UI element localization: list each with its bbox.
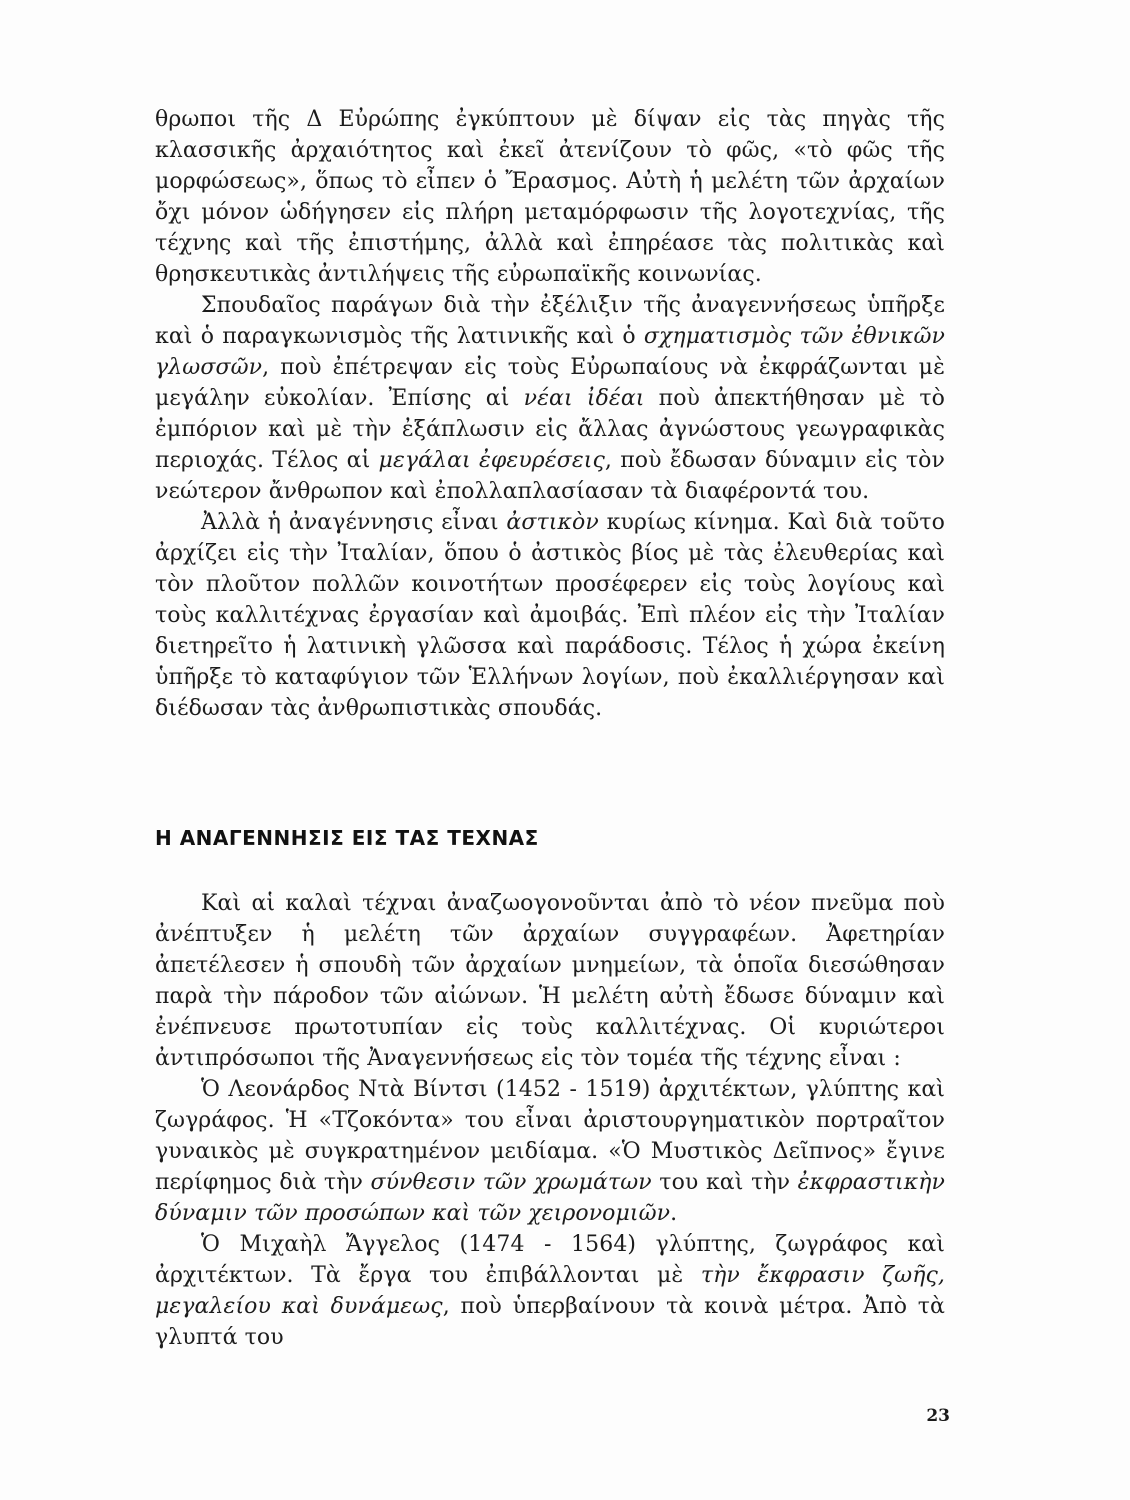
text-run: του καὶ τὴν (651, 1170, 798, 1195)
text-run: κυρίως κίνημα. Καὶ διὰ τοῦτο ἀρχίζει εἰς τὴν Ἰταλίαν, ὅπου ὁ ἀστικὸς βίος μὲ τὰς ἐλευθερίας καὶ τὸν πλοῦτον πολλῶν κοινοτήτων προσέφερεν εἰς τοὺς λογίους καὶ τοὺς καλλιτέχνας ἐργασίαν καὶ ἀμοιβάς. Ἐπὶ πλέον εἰς τὴν Ἰταλίαν διετηρεῖτο ἡ λατινικὴ γλῶσσα καὶ παράδοσις. Τέλος ἡ χώρα ἐκείνη ὑπῆρξε τὸ καταφύγιον τῶν Ἑλλήνων λογίων, ποὺ ἐκαλλιέργησαν καὶ διέδωσαν τὰς ἀνθρωπιστικὰς σπουδάς. (155, 510, 945, 721)
text-run: Σπουδαῖος παράγων διὰ τὴν ἐξέλιξιν τῆς ἀναγεννήσεως ὑπῆρξε καὶ ὁ παραγκωνισμὸς τῆς λατινικῆς καὶ ὁ (155, 293, 945, 349)
italic-run: μεγάλαι ἐφευρέσεις (378, 448, 605, 473)
paragraph: Καὶ αἱ καλαὶ τέχναι ἀναζωογονοῦνται ἀπὸ τὸ νέον πνεῦμα ποὺ ἀνέπτυξεν ἡ μελέτη τῶν ἀρχαίων συγγραφέων. Ἀφετηρίαν ἀπετέλεσεν ἡ σπουδὴ τῶν ἀρχαίων μνημείων, τὰ ὁποῖα διεσώθησαν παρὰ τὴν πάροδον τῶν αἰώνων. Ἡ μελέτη αὐτὴ ἔδωσε δύναμιν καὶ ἐνέπνευσε πρωτοτυπίαν εἰς τοὺς καλλιτέχνας. Οἱ κυριώτεροι ἀντιπρόσωποι τῆς Ἀναγεννήσεως εἰς τὸν τομέα τῆς τέχνης εἶναι : (155, 891, 945, 1071)
paragraph (155, 507, 945, 724)
italic-run: τὴν ἔκφρασιν ζωῆς, μεγαλείου καὶ δυνάμεως (155, 1263, 945, 1319)
paragraph (155, 1229, 945, 1353)
italic-run: ἐκφραστικὴν δύναμιν τῶν προσώπων καὶ τῶν χειρονομιῶν (155, 1170, 945, 1226)
paragraph (155, 1074, 945, 1229)
italic-run: νέαι ἰδέαι (523, 386, 645, 411)
text-run: . (670, 1201, 678, 1226)
italic-run: ἀστικὸν (506, 510, 599, 535)
text-run: , ποὺ ἐπέτρεψαν εἰς τοὺς Εὐρωπαίους νὰ ἐκφράζωνται μὲ μεγάλην εὐκολίαν. Ἐπίσης αἱ (155, 355, 945, 411)
text-run: Ὁ Λεονάρδος Ντὰ Βίντσι (1452 - 1519) ἀρχιτέκτων, γλύπτης καὶ ζωγράφος. Ἡ «Τζοκόντα» του εἶναι ἀριστουργηματικὸν πορτραῖτον γυναικὸς μὲ συγκρατημένον μειδίαμα. «Ὁ Μυστικὸς Δεῖπνος» ἔγινε περίφημος διὰ τὴν (155, 1077, 945, 1195)
text-run: Ἀλλὰ ἡ ἀναγέννησις εἶναι (201, 510, 507, 535)
text-run: , ποὺ ἔδωσαν δύναμιν εἰς τὸν νεώτερον ἄνθρωπον καὶ ἐπολλαπλασίασαν τὰ διαφέροντά του. (155, 448, 945, 504)
paragraph: θρωποι τῆς Δ Εὐρώπης ἐγκύπτουν μὲ δίψαν εἰς τὰς πηγὰς τῆς κλασσικῆς ἀρχαιότητος καὶ ἐκεῖ ἀτενίζουν τὸ φῶς, «τὸ φῶς τῆς μορφώσεως», ὅπως τὸ εἶπεν ὁ Ἔρασμος. Αὐτὴ ἡ μελέτη τῶν ἀρχαίων ὄχι μόνον ὡδήγησεν εἰς πλήρη μεταμόρφωσιν τῆς λογοτεχνίας, τῆς τέχνης καὶ τῆς ἐπιστήμης, ἀλλὰ καὶ ἐπηρέασε τὰς πολιτικὰς καὶ θρησκευτικὰς ἀντιλήψεις τῆς εὐρωπαϊκῆς κοινωνίας. (155, 107, 945, 287)
paragraph (155, 290, 945, 507)
italic-run: σύνθεσιν τῶν χρωμάτων (370, 1170, 652, 1195)
text-run: ποὺ ἀπεκτήθησαν μὲ τὸ ἐμπόριον καὶ μὲ τὴν ἐξάπλωσιν εἰς ἄλλας ἀγνώστους γεωγραφικὰς περιοχάς. Τέλος αἱ (155, 386, 945, 473)
body-text-bottom (155, 888, 945, 1353)
page-number: 23 (926, 1406, 950, 1426)
text-run: , ποὺ ὑπερβαίνουν τὰ κοινὰ μέτρα. Ἀπὸ τὰ γλυπτά του (155, 1294, 946, 1350)
italic-run: σχηματισμὸς τῶν ἐθνικῶν γλωσσῶν (155, 324, 945, 380)
section-heading: Η ΑΝΑΓΕΝΝΗΣΙΣ ΕΙΣ ΤΑΣ ΤΕΧΝΑΣ (155, 826, 539, 850)
text-run: Ὁ Μιχαὴλ Ἄγγελος (1474 - 1564) γλύπτης, ζωγράφος καὶ ἀρχιτέκτων. Τὰ ἔργα του ἐπιβάλλονται μὲ (155, 1232, 945, 1288)
body-text-top (155, 104, 945, 724)
